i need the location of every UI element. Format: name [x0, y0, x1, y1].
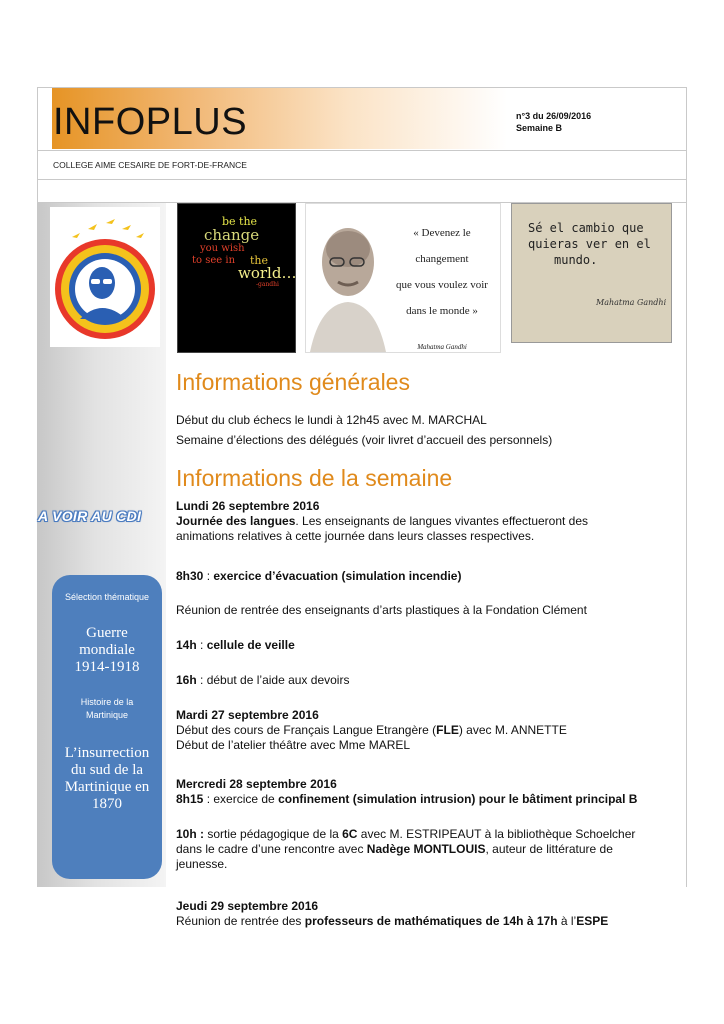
quote-image-spanish: Sé el cambio que quieras ver en el mundo. Mahatma Gandhi [511, 203, 672, 343]
school-trip-item: 10h : sortie pédagogique de la 6C avec M. ESTRIPEAUT à la bibliothèque Schoelcher dans le cadre d’une rencontre avec Nadège MONTLOUIS, auteur de littérature de jeunesse. [176, 827, 636, 871]
general-line-chess: Début du club échecs le lundi à 12h45 avec M. MARCHAL [176, 413, 487, 427]
issue-number: n°3 du 26/09/2016 [516, 111, 592, 121]
general-line-elections: Semaine d’élections des délégués (voir livret d’accueil des personnels) [176, 433, 553, 447]
quote-image-english: be the change you wish to see in the world… -gandhi [177, 203, 296, 353]
issue-info [516, 110, 591, 134]
header-rule-2 [37, 179, 686, 180]
quote-image-french: « Devenez le changement que vous voulez voir dans le monde » Mahatma Gandhi [305, 203, 501, 353]
languages-day: Journée des langues [176, 514, 296, 528]
issue-week: Semaine B [516, 123, 563, 133]
thematic-selection-box [52, 575, 162, 879]
theme-insurrection: L’insurrection du sud de la Martinique en 1870 [64, 745, 150, 812]
week-info-heading: Informations de la semaine [176, 465, 453, 491]
selection-label: Sélection thématique [64, 592, 150, 602]
monday-block: Lundi 26 septembre 2016 Journée des langues. Les enseignants de langues vivantes effectueront des animations relatives à cette journée dans leurs classes respectives. [176, 499, 589, 543]
header-top-rule [37, 87, 686, 88]
general-info-heading: Informations générales [176, 369, 410, 395]
homework-help-item: 16h : début de l’aide aux devoirs [176, 673, 350, 687]
theme-martinique-label: Histoire de la Martinique [80, 697, 134, 720]
evacuation-item: 8h30 : exercice d’évacuation (simulation incendie) [176, 569, 462, 583]
tuesday-date: Mardi 27 septembre 2016 [176, 708, 319, 722]
arts-meeting-item: Réunion de rentrée des enseignants d’arts plastiques à la Fondation Clément [176, 603, 587, 617]
school-logo [50, 207, 160, 347]
thursday-date: Jeudi 29 septembre 2016 [176, 899, 319, 913]
thursday-block: Jeudi 29 septembre 2016 Réunion de rentrée des professeurs de mathématiques de 14h à 17h à l’ESPE [176, 899, 609, 928]
newsletter-title: INFOPLUS [53, 101, 248, 143]
header-rule-1 [37, 150, 686, 151]
school-name: COLLEGE AIME CESAIRE DE FORT-DE-FRANCE [53, 160, 247, 170]
monday-date: Lundi 26 septembre 2016 [176, 499, 320, 513]
tuesday-block: Mardi 27 septembre 2016 Début des cours de Français Langue Etrangère (FLE) avec M. ANNETTE Début de l’atelier théâtre avec Mme MAREL [176, 708, 567, 752]
theme-ww1: Guerre mondiale 1914-1918 [74, 625, 140, 675]
wednesday-block: Mercredi 28 septembre 2016 8h15 : exercice de confinement (simulation intrusion) pour le bâtiment principal B [176, 777, 638, 806]
watch-cell-item: 14h : cellule de veille [176, 638, 295, 652]
wednesday-date: Mercredi 28 septembre 2016 [176, 777, 337, 791]
cdi-heading: A VOIR AU CDI [38, 508, 142, 524]
